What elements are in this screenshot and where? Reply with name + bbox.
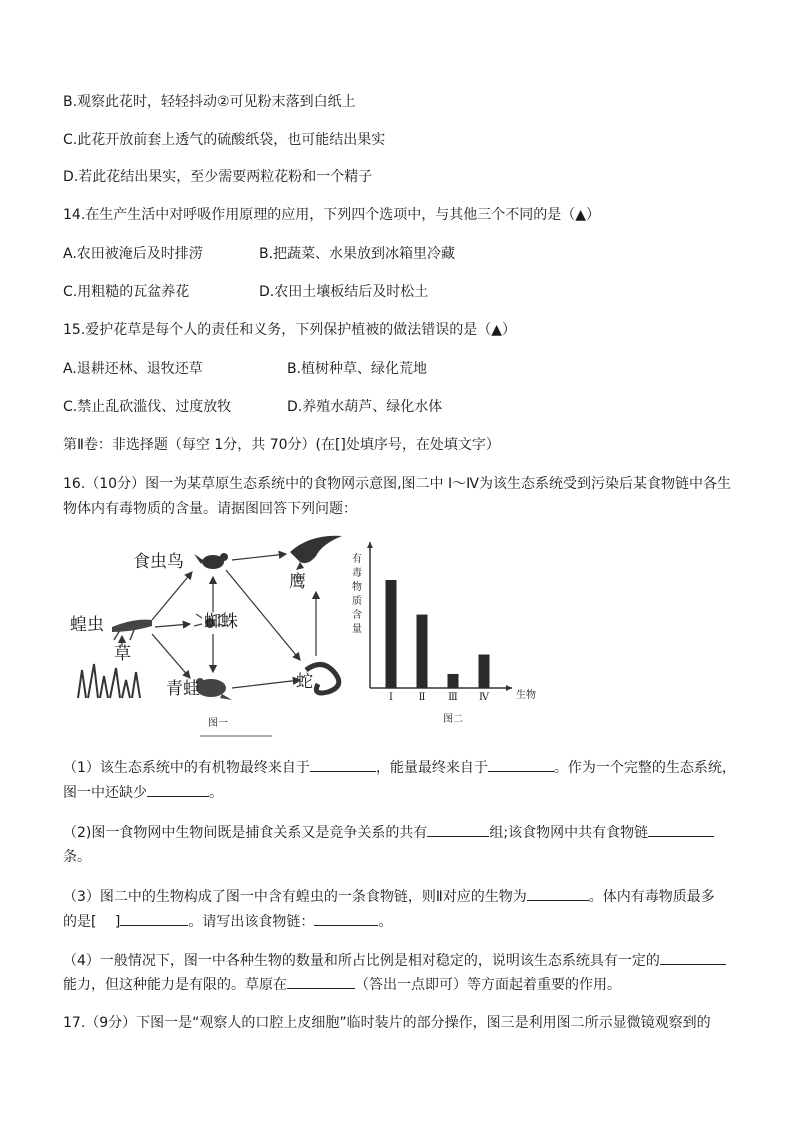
chart-tick-label: Ⅳ [479,692,489,703]
figure-1-caption: 图一 [208,718,228,729]
label-bird: 食虫鸟 [133,552,184,572]
part-two-heading: 第Ⅱ卷：非选择题（每空 1分，共 70分）(在[]处填序号，在处填文字） [63,437,500,453]
grass-icon [78,664,140,698]
q15-option-d: D.养殖水葫芦、绿化水体 [287,399,443,415]
locust-icon [112,620,152,640]
question-b-option: B.观察此花时，轻轻抖动②可见粉末落到白纸上 [63,94,356,110]
question-16-line1: 16.（10分）图一为某草原生态系统中的食物网示意图,图二中 I～Ⅳ为该生态系统受到污染后某食物链中各生 [63,476,732,492]
hawk-icon [290,536,342,570]
frog-icon [196,678,232,700]
chart-ticks [389,692,490,703]
sub-question-2-line1: （2)图一食物网中生物间既是捕食关系又是竞争关系的共有 组;该食物网中共有食物链 [63,822,714,843]
sub-question-1-line1: （1）该生态系统中的有机物最终来自于 ，能量最终来自于 。作为一个完整的生态系统， [63,757,736,778]
question-16-line2: 物体内有毒物质的含量。请据图回答下列问题： [63,501,357,517]
chart-y-label: 有毒物质含量 [352,554,362,635]
label-snake: 蛇 [296,672,313,692]
sub-question-3-line2: 的是[ ] 。请写出该食物链： 。 [63,911,392,932]
chart-x-label: 生物 [516,690,536,701]
q14-option-b: B.把蔬菜、水果放到冰箱里冷藏 [259,246,456,262]
label-hawk: 鹰 [289,572,306,592]
chart-tick-label: Ⅲ [448,692,458,703]
chart-bars [386,580,490,688]
bird-icon [194,553,228,569]
sub-question-4-line2: 能力，但这种能力是有限的。草原在 （答出一点即可）等方面起着重要的作用。 [63,974,621,995]
chart-tick-label: Ⅱ [418,692,426,703]
question-15: 15.爱护花草是每个人的责任和义务，下列保护植被的做法错误的是（▲） [63,322,517,338]
label-locust: 蝗虫 [70,615,104,635]
label-spider: 蜘蛛 [204,612,238,632]
chart-bar [417,615,428,688]
question-d-option: D.若此花结出果实，至少需要两粒花粉和一个精子 [63,169,373,185]
sub-question-2-line2: 条。 [63,849,91,865]
sub-question-4-line1: （4）一般情况下，图一中各种生物的数量和所占比例是相对稳定的，说明该生态系统具有一定的 [63,950,726,971]
q14-option-c: C.用粗糙的瓦盆养花 [63,284,190,300]
question-17: 17.（9分）下图一是“观察人的口腔上皮细胞”临时装片的部分操作，图三是利用图二所示显微镜观察到的 [63,1015,711,1031]
q15-option-c: C.禁止乱砍滥伐、过度放牧 [63,399,232,415]
label-grass: 草 [114,644,131,664]
figure-2-caption: 图二 [443,714,463,725]
label-frog: 青蛙 [166,679,200,699]
q15-option-b: B.植树种草、绿化荒地 [287,361,428,377]
question-c-option: C.此花开放前套上透气的硫酸纸袋，也可能结出果实 [63,132,386,148]
sub-question-1-line2: 图一中还缺少 。 [63,782,223,803]
food-web-diagram [70,536,342,736]
question-14: 14.在生产生活中对呼吸作用原理的应用，下列四个选项中，与其他三个不同的是（▲） [63,207,601,223]
chart-tick-label: Ⅰ [389,692,393,703]
chart-bar [386,580,397,688]
chart-bar [448,674,459,688]
toxin-bar-chart [352,542,536,725]
q14-option-d: D.农田土壤板结后及时松土 [259,284,429,300]
chart-bar [479,655,490,688]
figure-food-web-and-chart [60,530,550,745]
q14-option-a: A.农田被淹后及时排涝 [63,246,203,262]
q15-option-a: A.退耕还林、退牧还草 [63,361,203,377]
sub-question-3-line1: （3）图二中的生物构成了图一中含有蝗虫的一条食物链，则Ⅱ对应的生物为 。体内有毒物质最多 [63,886,715,907]
